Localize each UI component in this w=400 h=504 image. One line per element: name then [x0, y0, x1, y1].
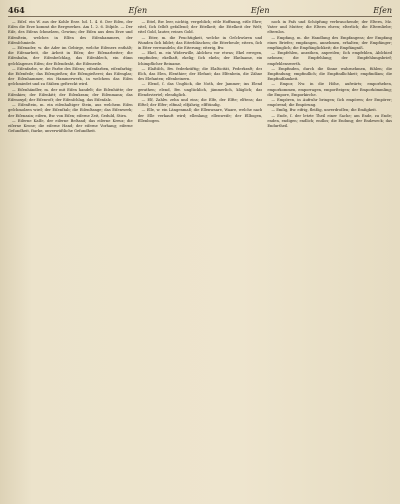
dictionary-entry: — Elle, w. ein Längenmaß; die Ellenwaare, Waare, welche nach der Elle verkauft wird; ellenlang; ellenweiſe; der Ellbogen, Ellenbogen. — [137, 108, 263, 123]
left-running-head: Eſen — [128, 6, 148, 15]
dictionary-entry: — Eiter, m. die Feuchtigkeit, welche in Geſchwüren und Wunden ſich bildet; das Eiterbläschen; die Eiterbeule; eitern, ſich in Eiter verwandeln; die Eiterung; eiterig, Bw. — [137, 35, 263, 51]
dictionary-entry: — Empfang, m. die Handlung des Empfangens; der Empfang eines Briefes; empfangen, annehmen, erhalten; der Empfänger; empfänglich; die Empfänglichkeit; die Empfängniß. — [267, 35, 392, 51]
text-column-left — [8, 20, 133, 500]
text-columns — [8, 20, 392, 500]
right-running-head: Eſen — [373, 6, 392, 15]
dictionary-entry: — Empfinden, durch die Sinne wahrnehmen, fühlen; die Empfindung; empfindlich; die Empfindlichkeit; empfindſam; die Empfindſamkeit. — [267, 66, 392, 82]
dictionary-entry: — Eiſenhändler, m. der mit Eiſen handelt; die Eiſenhütte; der Eiſenkies; der Eiſenkitt; der Eiſenkram; der Eiſenmann; das Eiſenoxyd; der Eiſenroſt; der Eiſenſchlag, das Eiſenſalz. — [8, 87, 133, 103]
page-number: 464 — [8, 5, 25, 15]
dictionary-entry: — Ekel, m. ein Widerwille, Abſcheu vor etwas; Ekel erregen, empfinden; ekelhaft, ekelig; ſich ekeln; der Ekelname, ein ſchimpflicher Beiname. — [137, 51, 263, 66]
center-running-head: Eſen — [250, 6, 270, 15]
dictionary-entry: — Elend, ſ. das Unglück, die Noth, der Jammer; ins Elend gerathen; elend, Bw. unglücklich, jämmerlich, kläglich; das Elendsviertel; elendiglich. — [137, 82, 263, 97]
dictionary-entry: — Elf, Zahlw. zehn und eins; die Elfe, der Elfte; elftens; das Elftel; der Elfer; elfmal; elfjährig; elfſtündig. — [137, 98, 263, 108]
dictionary-entry: — Empor, Nw. in die Höhe, aufwärts; emporheben, emporkommen, emporragen, emporſteigen; der Emporkömmling; die Empore, Emporkirche. — [267, 82, 392, 97]
dictionary-entry: — Eiſenader, w. die Ader im Gebirge, welche Eiſenerz enthält; die Eiſenarbeit, die Arbeit in Eiſen; der Eiſenarbeiter; die Eiſenbahn, der Eiſenbeſchlag, das Eiſenblech, ein dünn geſchlagenes Eiſen; der Eiſendraht, die Eiſenerde. — [8, 46, 133, 66]
dictionary-entry: — Eiſeſ. ein W. aus der Kohle Erze. hd. 1. 4. 6. Der Eiſen, der Eiſen die Erze kommt die Bergwerkes. Am 1. 2. 6. Diſpiſe. — Der Eiſe, des Eiſens ſchmelzen, Gewinn; der Eiſen aus dem Erze und Eiſenſtein, welches in Eſſen des Eiſenhammers, der Eiſenſchmiede. — [8, 20, 133, 45]
text-column-right — [267, 20, 392, 500]
dictionary-entry: noch in Paſs und Schöpfung verbrauchende; der Eltern, Mz. Vater und Mutter; die Eltern ehren; elterlich; die Elternliebe; elternlos. — [267, 20, 392, 35]
dictionary-entry: — Emſig, Bw. eifrig, fleißig, unverdroſſen; die Emſigkeit. — [271, 108, 378, 113]
text-column-middle — [138, 20, 263, 500]
dictionary-entry: — Elaſtiſch, Bw. federkräftig; die Elaſticität, Federkraft; der Elch, das Elen, Elenthier; der Elefant; das Elfenbein, die Zähne des Elefanten; elfenbeinern. — [137, 66, 263, 82]
dictionary-entry: — Eitel, Bw. leer, nichtig, vergeblich; eitle Hoffnung, eitle Ehre; eitel, ſich ſelbſt gefallend; der Eitelkeit; die Eitelkeit der Welt; eitel Gold, lauter, reines Gold. — [137, 20, 263, 35]
dictionary-entry: — Eiſenſtein, m. ein eiſenhaltiger Stein, aus welchem Eiſen geſchmolzen wird; der Eiſenſtab; die Eiſenſtange; das Eiſenwerk; der Eiſenzain; eiſern, Bw. von Eiſen; eiſerne Zeit, Geduld, Stirn. — [8, 103, 133, 118]
dictionary-entry: — Empören, in Aufruhr bringen; ſich empören; der Empörer; empörend; die Empörung. — [267, 98, 392, 108]
dictionary-entry: — Eiſerne Kaſſe, der eiſerne Beſtand; das eiſerne Kreuz; die eiſerne Krone; die eiſerne Hand; der eiſerne Vorhang; eiſerne Geſundheit, ſtarke, unverwüſtliche Geſundheit. — [8, 118, 133, 134]
page-header — [8, 5, 392, 17]
dictionary-entry: — Empfehlen, anrathen, anpreiſen; ſich empfehlen, Abſchied nehmen; die Empfehlung; der Empfehlungsbrief; empfehlenswerth. — [267, 51, 392, 66]
dictionary-entry: — Ende, ſ. der letzte Theil einer Sache; am Ende, zu Ende; enden, endigen; endlich; endlos; die Endung; der Endzweck; das Endurtheil. — [267, 113, 392, 129]
dictionary-entry: — Eiſenfarbe, w. die Farbe des Eiſens; eiſenfarben, eiſenfarbig; die Eiſenfeile; das Eiſengießen; die Eiſengießerei; das Eiſenglas; der Eiſenhammer, ein Hammerwerk, in welchem das Eiſen geſchmiedet und zu Stäben geſtreckt wird. — [8, 66, 133, 87]
